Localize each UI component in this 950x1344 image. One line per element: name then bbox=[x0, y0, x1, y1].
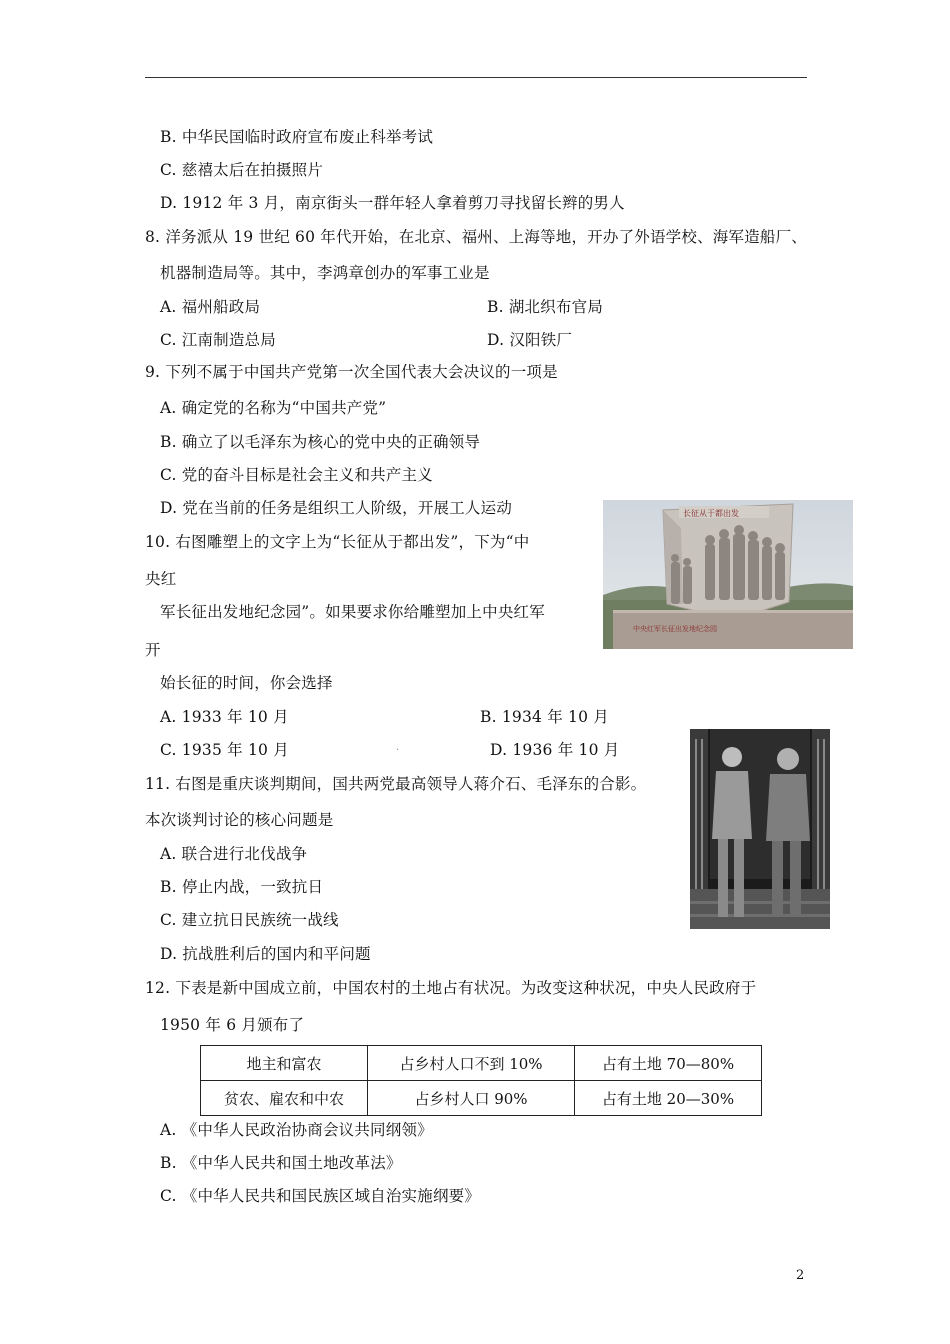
q11-stem-line1: 11. 右图是重庆谈判期间，国共两党最高领导人蒋介石、毛泽东的合影。 bbox=[145, 775, 647, 793]
q12-option-a: A. 《中华人民政治协商会议共同纲领》 bbox=[160, 1121, 433, 1139]
q10-stem-line1: 10. 右图雕塑上的文字上为“长征从于都出发”，下为“中 bbox=[145, 533, 530, 551]
q7-option-d: D. 1912 年 3 月，南京街头一群年轻人拿着剪刀寻找留长辫的男人 bbox=[160, 194, 625, 212]
q8-option-c: C. 江南制造总局 bbox=[160, 331, 276, 349]
leaders-photo-illustration bbox=[690, 729, 830, 929]
table-cell: 占乡村人口 90% bbox=[368, 1081, 575, 1116]
q12-stem-line2: 1950 年 6 月颁布了 bbox=[160, 1016, 305, 1034]
q11-stem-line2: 本次谈判讨论的核心问题是 bbox=[145, 811, 334, 829]
q10-stem-line4: 开 bbox=[145, 641, 161, 659]
q9-stem: 9. 下列不属于中国共产党第一次全国代表大会决议的一项是 bbox=[145, 363, 558, 381]
q10-stem-line5: 始长征的时间，你会选择 bbox=[160, 674, 333, 692]
q11-option-a: A. 联合进行北伐战争 bbox=[160, 845, 308, 863]
header-rule bbox=[145, 77, 807, 78]
q11-option-d: D. 抗战胜利后的国内和平问题 bbox=[160, 945, 371, 963]
q10-option-b: B. 1934 年 10 月 bbox=[480, 708, 609, 726]
q8-stem-line1: 8. 洋务派从 19 世纪 60 年代开始，在北京、福州、上海等地，开办了外语学校、海军造船厂、 bbox=[145, 228, 807, 246]
q12-stem-line1: 12. 下表是新中国成立前，中国农村的土地占有状况。为改变这种状况，中央人民政府于 bbox=[145, 979, 757, 997]
monument-base-text: 中央红军长征出发地纪念园 bbox=[633, 625, 717, 633]
page-number: 2 bbox=[796, 1268, 805, 1283]
q11-option-b: B. 停止内战，一致抗日 bbox=[160, 878, 324, 896]
stray-dot: . bbox=[396, 742, 400, 753]
land-ownership-table bbox=[200, 1045, 762, 1116]
monument-illustration bbox=[603, 500, 853, 649]
q10-stem-line3: 军长征出发地纪念园”。如果要求你给雕塑加上中央红军 bbox=[160, 603, 545, 621]
table-row bbox=[201, 1046, 762, 1081]
q12-option-b: B. 《中华人民共和国土地改革法》 bbox=[160, 1154, 402, 1172]
table-row bbox=[201, 1081, 762, 1116]
long-march-monument-photo bbox=[603, 500, 853, 649]
q8-option-d: D. 汉阳铁厂 bbox=[487, 331, 573, 349]
monument-top-text: 长征从于都出发 bbox=[683, 509, 739, 518]
q10-option-d: D. 1936 年 10 月 bbox=[490, 741, 620, 759]
table-cell: 贫农、雇农和中农 bbox=[201, 1081, 368, 1116]
q11-option-c: C. 建立抗日民族统一战线 bbox=[160, 911, 339, 929]
table-cell: 地主和富农 bbox=[201, 1046, 368, 1081]
table-cell: 占有土地 20—30% bbox=[575, 1081, 762, 1116]
q9-option-b: B. 确立了以毛泽东为核心的党中央的正确领导 bbox=[160, 433, 481, 451]
q10-option-c: C. 1935 年 10 月 bbox=[160, 741, 289, 759]
q9-option-c: C. 党的奋斗目标是社会主义和共产主义 bbox=[160, 466, 433, 484]
q7-option-b: B. 中华民国临时政府宣布废止科举考试 bbox=[160, 128, 434, 146]
q10-option-a: A. 1933 年 10 月 bbox=[160, 708, 289, 726]
q10-stem-line2: 央红 bbox=[145, 570, 177, 588]
q12-option-c: C. 《中华人民共和国民族区域自治实施纲要》 bbox=[160, 1187, 481, 1205]
chongqing-negotiation-photo bbox=[690, 729, 830, 929]
q8-stem-line2: 机器制造局等。其中，李鸿章创办的军事工业是 bbox=[160, 264, 490, 282]
q8-option-b: B. 湖北织布官局 bbox=[487, 298, 604, 316]
q9-option-a: A. 确定党的名称为“中国共产党” bbox=[160, 399, 387, 417]
table-cell: 占乡村人口不到 10% bbox=[368, 1046, 575, 1081]
q9-option-d: D. 党在当前的任务是组织工人阶级，开展工人运动 bbox=[160, 499, 513, 517]
table-cell: 占有土地 70—80% bbox=[575, 1046, 762, 1081]
q8-option-a: A. 福州船政局 bbox=[160, 298, 261, 316]
q7-option-c: C. 慈禧太后在拍摄照片 bbox=[160, 161, 324, 179]
